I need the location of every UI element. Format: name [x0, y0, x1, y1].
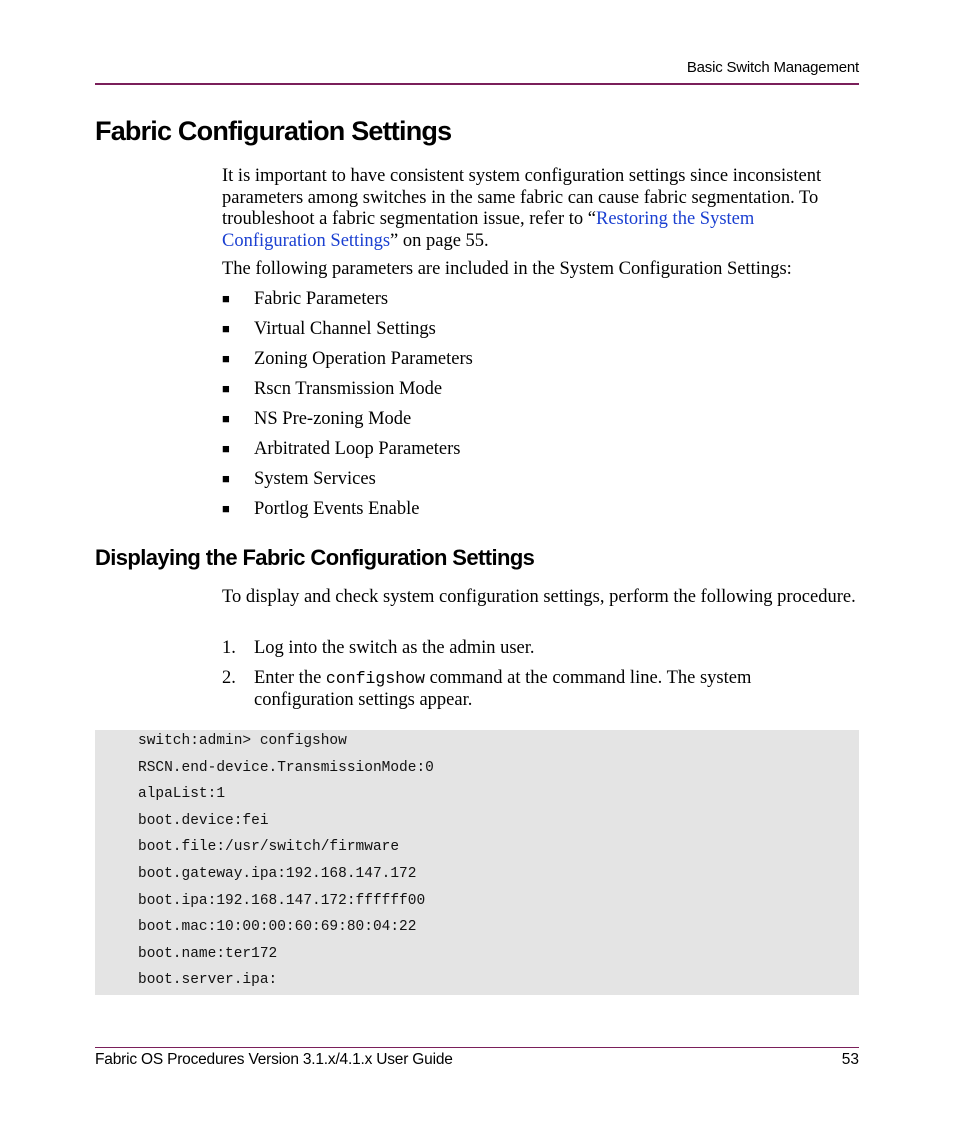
inline-command: configshow	[325, 669, 425, 688]
bullet-square-icon: ■	[222, 441, 230, 456]
bullet-square-icon: ■	[222, 471, 230, 486]
footer-rule	[95, 1047, 859, 1048]
page-number: 53	[841, 1051, 859, 1068]
running-header: Basic Switch Management	[686, 59, 859, 76]
list-item-label: Zoning Operation Parameters	[254, 349, 473, 369]
step-text-before: Log into the switch as the admin user.	[254, 638, 535, 658]
code-line: boot.mac:10:00:00:60:69:80:04:22	[138, 919, 417, 936]
list-item	[222, 288, 473, 318]
bullet-square-icon: ■	[222, 291, 230, 306]
code-line: RSCN.end-device.TransmissionMode:0	[138, 759, 434, 776]
bullet-square-icon: ■	[222, 381, 230, 396]
step-text-before: Enter the	[254, 668, 326, 688]
procedure-steps	[222, 638, 822, 720]
code-line: boot.file:/usr/switch/firmware	[138, 839, 400, 856]
code-block	[95, 730, 859, 995]
list-item-label: NS Pre-zoning Mode	[254, 409, 412, 429]
code-line: alpaList:1	[138, 786, 226, 803]
list-item	[222, 318, 473, 348]
list-item-label: System Services	[254, 469, 376, 489]
code-line: boot.gateway.ipa:192.168.147.172	[138, 866, 417, 882]
procedure-intro: To display and check system configuration settings, perform the following procedure.	[222, 587, 856, 607]
footer-guide-title: Fabric OS Procedures Version 3.1.x/4.1.x User Guide	[95, 1051, 453, 1068]
bullet-square-icon: ■	[222, 351, 230, 366]
intro-text-after-link: ” on page 55.	[390, 230, 489, 251]
code-line: boot.ipa:192.168.147.172:ffffff00	[138, 892, 426, 909]
step-number: 2.	[222, 668, 236, 688]
procedure-step	[222, 638, 822, 660]
step-text	[254, 668, 822, 711]
intro-text-before-link: It is important to have consistent system configuration settings since inconsistent parameters among switches in the same fabric can cause fabric segmentation. To troubleshoot a fabric segmentation issue, refer to “	[222, 166, 822, 229]
code-line: boot.server.ipa:	[138, 972, 278, 989]
step-number: 1.	[222, 638, 236, 658]
code-line: switch:admin> configshow	[138, 733, 347, 749]
procedure-step	[222, 668, 822, 711]
parameters-lead: The following parameters are included in the System Configuration Settings:	[222, 259, 792, 279]
list-item	[222, 408, 473, 438]
list-item	[222, 468, 473, 498]
bullet-square-icon: ■	[222, 321, 230, 336]
intro-paragraph	[222, 166, 862, 252]
list-item	[222, 348, 473, 378]
list-item	[222, 498, 473, 528]
code-line: boot.name:ter172	[138, 945, 278, 962]
parameters-list	[222, 288, 473, 528]
step-text	[254, 638, 535, 660]
list-item-label: Portlog Events Enable	[254, 499, 420, 519]
step-text-after: command at the command line. The system configuration settings appear.	[254, 668, 752, 710]
list-item	[222, 378, 473, 408]
code-line: boot.device:fei	[138, 812, 269, 829]
bullet-square-icon: ■	[222, 411, 230, 426]
list-item	[222, 438, 473, 468]
bullet-square-icon: ■	[222, 501, 230, 516]
list-item-label: Arbitrated Loop Parameters	[254, 439, 461, 459]
list-item-label: Rscn Transmission Mode	[254, 379, 443, 399]
restoring-settings-link[interactable]: Restoring the System Configuration Settings	[222, 209, 755, 251]
list-item-label: Virtual Channel Settings	[254, 319, 436, 339]
header-rule	[95, 83, 859, 85]
section-title: Fabric Configuration Settings	[95, 116, 452, 146]
subsection-title: Displaying the Fabric Configuration Settings	[95, 545, 535, 570]
list-item-label: Fabric Parameters	[254, 289, 389, 309]
